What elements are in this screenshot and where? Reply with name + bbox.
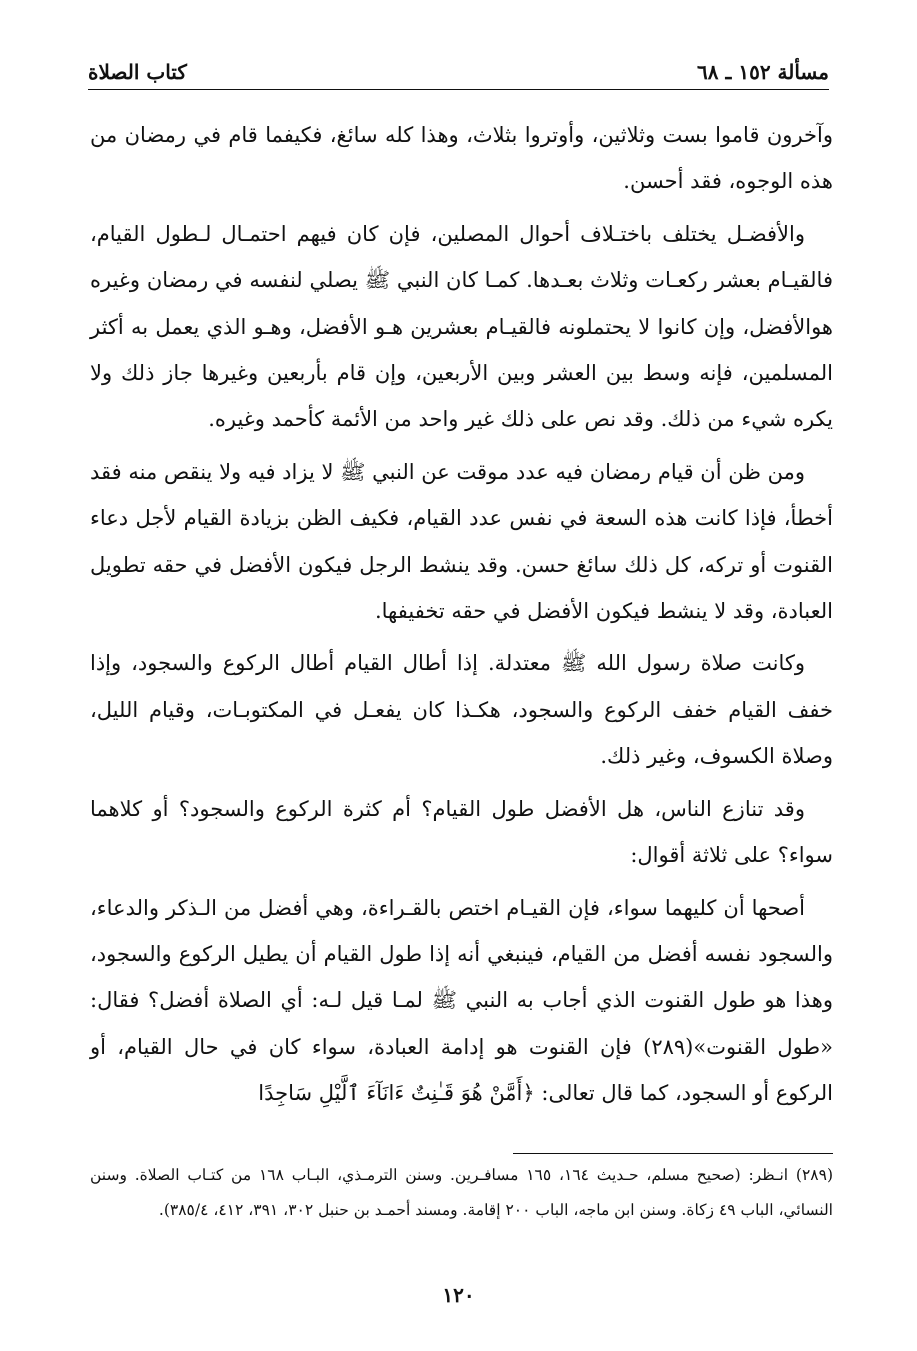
paragraph: ومن ظن أن قيام رمضان فيه عدد موقت عن النبي ﷺ لا يزاد فيه ولا ينقص منه فقد أخطأ، فإذا كانت هذه السعة في نفس عدد القيام، فكيف الظن بزيادة القيام لأجل دعاء القنوت أو تركه، كل ذلك سائغ حسن. وقد ينشط الرجل فيكون الأفضل في حقه تطويل العبادة، وقد لا ينشط فيكون الأفضل في حقه تخفيفها.: [89, 459, 833, 624]
main-text: [90, 112, 833, 1123]
paragraph: أصحها أن كليهما سواء، فإن القيـام اختص بالقـراءة، وهي أفضل من الـذكر والدعاء، والسجود نفسه أفضل من القيام، فينبغي أنه إذا طول القيام أن يطيل الركوع والسجود، وهذا هو طول القنوت الذي أجاب به النبي ﷺ لمـا قيل لـه: أي الصلاة أفضل؟ فقال: «طول القنوت»(٢٨٩) فإن القنوت هو إدامة العبادة، سواء كان في حال القيام، أو الركوع أو السجود، كما قال تعالى: ﴿أَمَّنْ هُوَ قَـٰنِتٌ ءَانَآءَ ٱلَّيْلِ سَاجِدًا: [90, 895, 833, 1106]
running-header: [88, 40, 829, 84]
header-divider: [88, 89, 829, 90]
footnote-divider: [513, 1153, 833, 1154]
paragraph: وآخرون قاموا بست وثلاثين، وأوتروا بثلاث، وهذا كله سائغ، فكيفما قام في رمضان من هذه الوجوه، فقد أحسن.: [90, 123, 833, 194]
paragraph: والأفضـل يختلف باختـلاف أحوال المصلين، فإن كان فيهم احتمـال لـطول القيام، فالقيـام بعشر ركعـات وثلاث بعـدها. كمـا كان النبي ﷺ يصلي لنفسه في رمضان وغيره هوالأفضل، وإن كانوا لا يحتملونه فالقيـام بعشرين هـو الأفضل، وهـو الذي يعمل به أكثر المسلمين، فإنه وسط بين العشر وبين الأربعين، وإن قام بأربعين وغيرها جاز ذلك ولا يكره شيء من ذلك. وقد نص على ذلك غير واحد من الأئمة كأحمد وغيره.: [90, 221, 833, 432]
footnote: (٢٨٩) انـظر: (صحيح مسلم، حـديث ١٦٤، ١٦٥ مسافـرين. وسنن الترمـذي، البـاب ١٦٨ من كتـاب الصلاة. وسنن النسائي، الباب ٤٩ زكاة. وسنن ابن ماجه، الباب ٢٠٠ إقامة. ومسند أحمـد بن حنبل ٣٠٢، ٣٩١، ٤١٢، ٣٨٥/٤).: [90, 1166, 833, 1219]
issue-label: مسألة ١٥٢ ـ ٦٨: [697, 60, 829, 84]
book-title: كتاب الصلاة: [88, 60, 187, 84]
page-number: ١٢٠: [442, 1283, 475, 1307]
paragraph: وكانت صلاة رسول الله ﷺ معتدلة. إذا أطال القيام أطال الركوع والسجود، وإذا خفف القيام خفف الركوع والسجود، هكـذا كان يفعـل في المكتوبـات، وقيام الليل، وصلاة الكسوف، وغير ذلك.: [90, 651, 833, 769]
paragraph: وقد تنازع الناس، هل الأفضل طول القيام؟ أم كثرة الركوع والسجود؟ أو كلاهما سواء؟ على ثلاثة أقوال:: [90, 796, 833, 868]
